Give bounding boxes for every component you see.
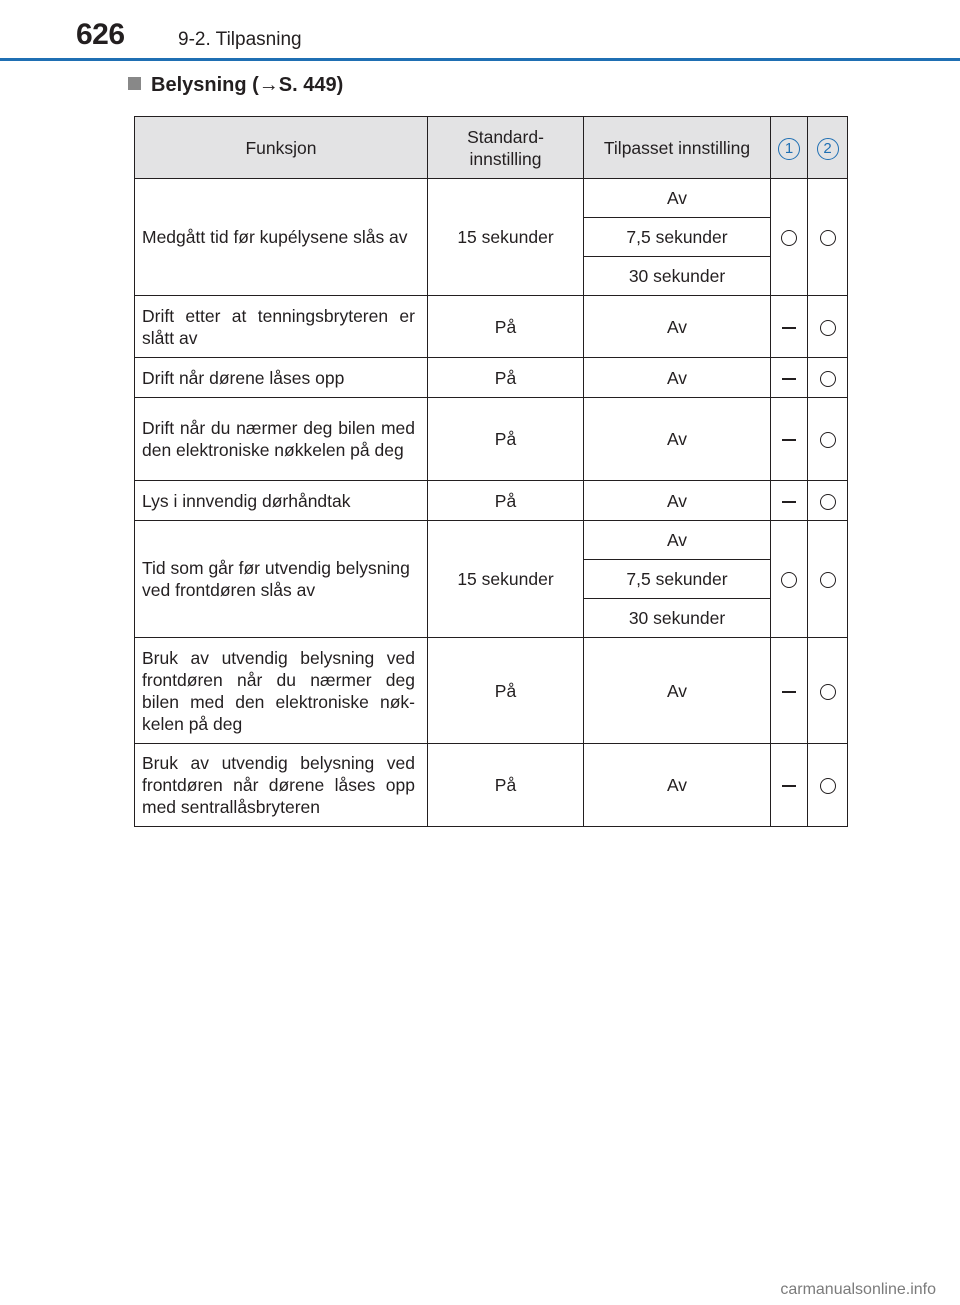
circle-mark-icon — [820, 432, 836, 448]
chapter-title: 9-2. Tilpasning — [178, 29, 302, 50]
cell-col2 — [808, 296, 848, 358]
cell-function: Drift når dørene låses opp — [135, 358, 428, 398]
cell-custom: 30 sekunder — [584, 257, 771, 296]
cell-col2 — [808, 398, 848, 481]
table-row — [135, 296, 848, 358]
cell-custom: 7,5 sekunder — [584, 218, 771, 257]
cell-col2 — [808, 179, 848, 296]
header-rule — [0, 58, 960, 61]
cell-default: På — [428, 358, 584, 398]
circle-mark-icon — [820, 494, 836, 510]
number-2-icon: 2 — [817, 138, 839, 160]
cell-function: Lys i innvendig dørhåndtak — [135, 481, 428, 521]
header-custom: Tilpasset innstilling — [584, 117, 771, 179]
cell-col1 — [771, 296, 808, 358]
dash-mark-icon — [782, 785, 796, 787]
cell-col2 — [808, 638, 848, 744]
cell-function: Drift når du nærmer deg bilen med den elektroniske nøkkelen på deg — [135, 398, 428, 481]
circle-mark-icon — [781, 230, 797, 246]
cell-default: På — [428, 638, 584, 744]
cell-default: 15 sekunder — [428, 521, 584, 638]
number-1-icon: 1 — [778, 138, 800, 160]
page-number: 626 — [76, 18, 125, 51]
cell-default: 15 sekunder — [428, 179, 584, 296]
section-heading — [128, 74, 343, 97]
cell-col2 — [808, 358, 848, 398]
cell-custom: Av — [584, 358, 771, 398]
circle-mark-icon — [820, 684, 836, 700]
cell-custom: Av — [584, 179, 771, 218]
cell-custom: Av — [584, 521, 771, 560]
circle-mark-icon — [820, 230, 836, 246]
cell-col1 — [771, 358, 808, 398]
header-function: Funksjon — [135, 117, 428, 179]
dash-mark-icon — [782, 501, 796, 503]
cell-col1 — [771, 521, 808, 638]
cell-custom: Av — [584, 296, 771, 358]
square-bullet-icon — [128, 77, 141, 90]
table-header-row — [135, 117, 848, 179]
cell-default: På — [428, 481, 584, 521]
cell-col1 — [771, 744, 808, 827]
cell-function: Tid som går før utvendig belysning ved frontdøren slås av — [135, 521, 428, 638]
cell-col1 — [771, 638, 808, 744]
table-row — [135, 638, 848, 744]
circle-mark-icon — [820, 371, 836, 387]
cell-custom: 7,5 sekunder — [584, 560, 771, 599]
cell-col1 — [771, 179, 808, 296]
circle-mark-icon — [781, 572, 797, 588]
circle-mark-icon — [820, 572, 836, 588]
cell-default: På — [428, 296, 584, 358]
cell-function: Drift etter at tenningsbryteren er slått av — [135, 296, 428, 358]
cell-col2 — [808, 481, 848, 521]
dash-mark-icon — [782, 378, 796, 380]
table-row — [135, 521, 848, 560]
circle-mark-icon — [820, 320, 836, 336]
section-title: Belysning (→S. 449) — [151, 74, 344, 96]
table-row — [135, 358, 848, 398]
header-col1 — [771, 117, 808, 179]
cell-custom: Av — [584, 744, 771, 827]
page-header — [0, 0, 960, 64]
cell-col2 — [808, 744, 848, 827]
cell-col1 — [771, 481, 808, 521]
cell-col2 — [808, 521, 848, 638]
header-default — [428, 117, 584, 179]
cell-custom: Av — [584, 398, 771, 481]
cell-custom: Av — [584, 481, 771, 521]
table-row — [135, 744, 848, 827]
cell-custom: 30 sekunder — [584, 599, 771, 638]
table-row — [135, 398, 848, 481]
cell-function: Bruk av utvendig belysning ved frontdøren når du nærmer deg bilen med den elektroniske nøk-kelen på deg — [135, 638, 428, 744]
settings-table — [134, 116, 848, 827]
footer-watermark: carmanualsonline.info — [780, 1281, 936, 1298]
cell-custom: Av — [584, 638, 771, 744]
cell-function: Medgått tid før kupélysene slås av — [135, 179, 428, 296]
dash-mark-icon — [782, 439, 796, 441]
table-row — [135, 179, 848, 218]
circle-mark-icon — [820, 778, 836, 794]
table-row — [135, 481, 848, 521]
dash-mark-icon — [782, 691, 796, 693]
cell-default: På — [428, 398, 584, 481]
cell-col1 — [771, 398, 808, 481]
cell-function: Bruk av utvendig belysning ved frontdøren når dørene låses opp med sentrallåsbryteren — [135, 744, 428, 827]
dash-mark-icon — [782, 327, 796, 329]
header-col2 — [808, 117, 848, 179]
cell-default: På — [428, 744, 584, 827]
header-default-label: Standard-innstilling — [467, 126, 544, 169]
